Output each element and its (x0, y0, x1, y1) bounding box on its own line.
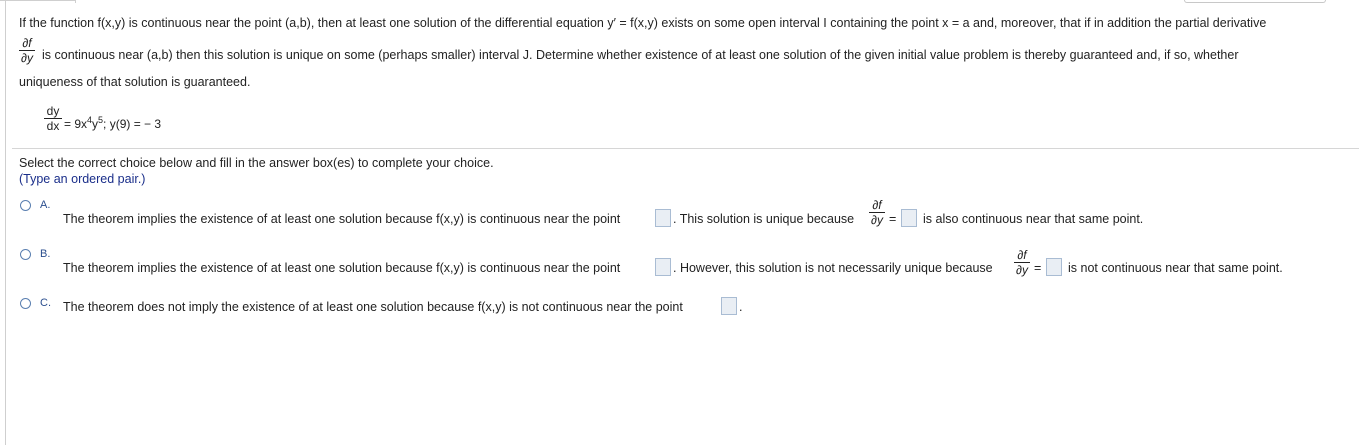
instructions-hint: (Type an ordered pair.) (19, 172, 146, 186)
partial-numerator: ∂f (872, 198, 882, 212)
option-b-partial-answer-box[interactable] (1046, 258, 1062, 276)
option-b-letter: B. (40, 248, 51, 260)
option-b-text-2: . However, this solution is not necessarily unique because (673, 261, 993, 275)
equation-denominator: dx (46, 119, 60, 133)
top-right-tab (1184, 0, 1326, 3)
equation-rhs (64, 117, 161, 131)
initial-condition: ; y(9) = − 3 (103, 117, 162, 131)
exponent-y: 5 (98, 115, 104, 125)
option-b-point-answer-box[interactable] (655, 258, 671, 276)
problem-line-1: If the function f(x,y) is continuous near the point (a,b), then at least one solution of the differential equation y′ = f(x,y) exists on some open interval I containing the point x = a and, moreover, that if in addition the partial derivative (19, 16, 1267, 30)
partial-denominator: ∂y (1016, 263, 1028, 277)
partial-denominator: ∂y (21, 51, 33, 65)
option-c-text-1: The theorem does not imply the existence of at least one solution because f(x,y) is not continuous near the point (63, 300, 683, 314)
option-b-equals: = (1034, 261, 1042, 275)
instructions-text: Select the correct choice below and fill in the answer box(es) to complete your choice. (19, 156, 494, 170)
partial-denominator: ∂y (871, 213, 883, 227)
option-a-partial-answer-box[interactable] (901, 209, 917, 227)
problem-line-2: is continuous near (a,b) then this solution is unique on some (perhaps smaller) interval J. Determine whether existence of at least one solution of the given initial value problem is thereby guaranteed and, if so, whether (42, 48, 1239, 62)
option-c-text-2: . (739, 300, 743, 314)
option-a-point-answer-box[interactable] (655, 209, 671, 227)
option-a-letter: A. (40, 199, 51, 211)
option-b-text-1: The theorem implies the existence of at least one solution because f(x,y) is continuous near the point (63, 261, 621, 275)
partial-numerator: ∂f (1017, 248, 1027, 262)
partial-numerator: ∂f (22, 36, 32, 50)
window-top-edge (0, 0, 1367, 3)
option-a-text-1: The theorem implies the existence of at least one solution because f(x,y) is continuous near the point (63, 212, 621, 226)
option-b-radio[interactable] (20, 249, 31, 260)
option-a-text-3: is also continuous near that same point. (923, 212, 1144, 226)
option-a-partial-fraction (869, 199, 885, 226)
option-c-radio[interactable] (20, 298, 31, 309)
problem-partial-fraction (19, 37, 35, 64)
top-edge-tick (75, 0, 76, 3)
equation-rhs-prefix: = 9x (64, 117, 88, 131)
top-edge-line (0, 0, 75, 1)
equation-y: y (92, 117, 99, 131)
equation-numerator: dy (46, 104, 60, 118)
problem-line-3: uniqueness of that solution is guaranteed. (19, 75, 251, 89)
equation-fraction (44, 105, 62, 132)
option-c-point-answer-box[interactable] (721, 297, 737, 315)
left-border (5, 0, 6, 445)
option-a-radio[interactable] (20, 200, 31, 211)
option-a-text-2: . This solution is unique because (673, 212, 855, 226)
option-b-text-3: is not continuous near that same point. (1068, 261, 1283, 275)
option-a-equals: = (889, 212, 897, 226)
exponent-x: 4 (87, 115, 93, 125)
section-divider (12, 148, 1359, 149)
option-c-letter: C. (40, 297, 51, 309)
option-b-partial-fraction (1014, 249, 1030, 276)
